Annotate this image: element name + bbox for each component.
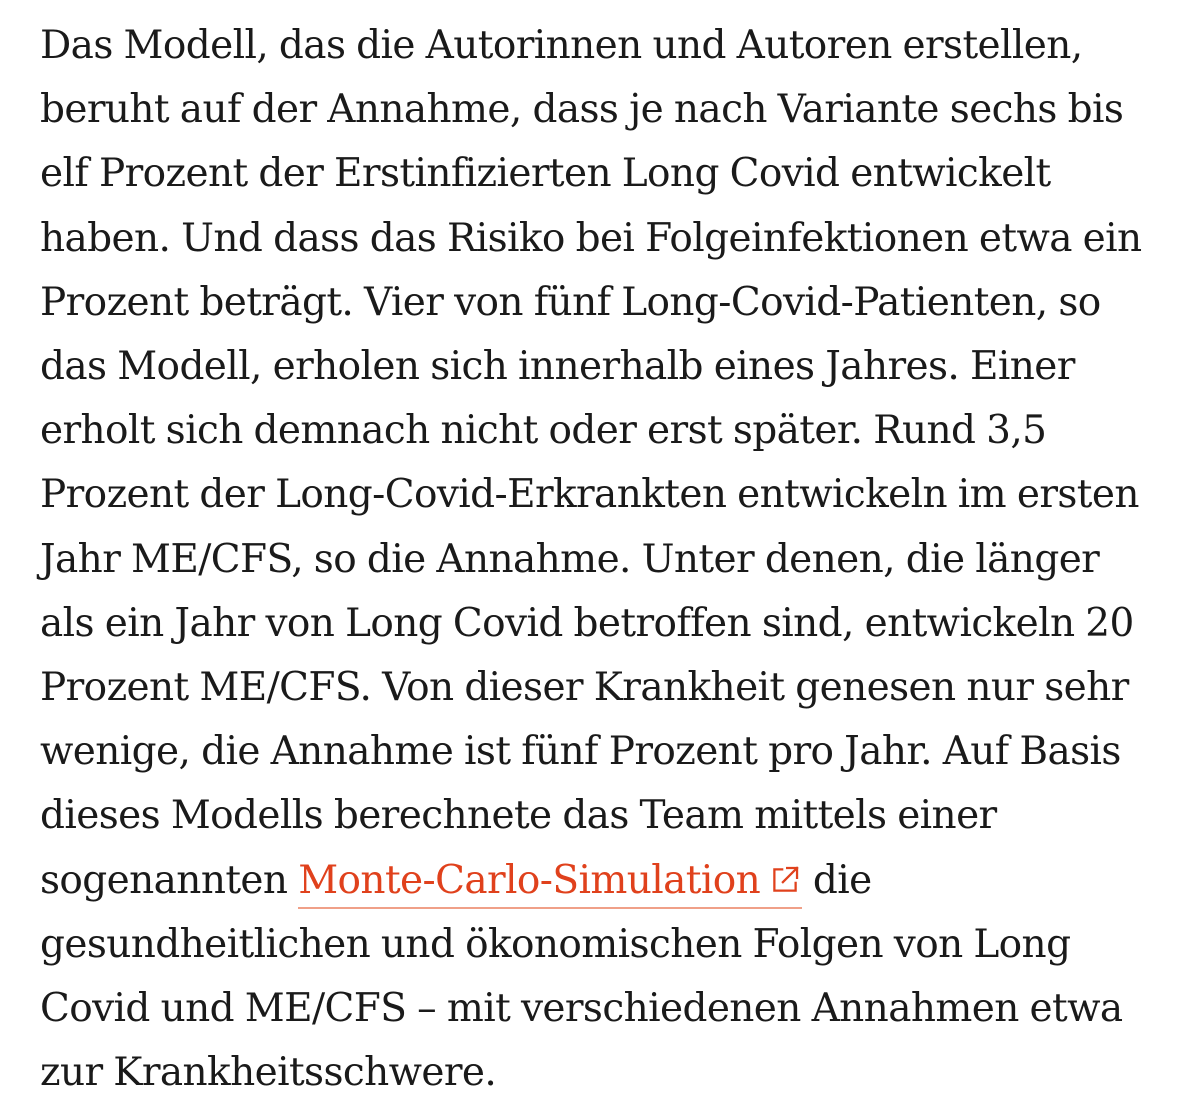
- paragraph-line-6: das Modell, erholen sich innerhalb eines Jahres. Einer: [40, 344, 1075, 390]
- paragraph-line-7: erholt sich demnach nicht oder erst später. Rund 3,5: [40, 408, 1047, 454]
- link-line-prefix: sogenannten: [40, 857, 299, 903]
- monte-carlo-simulation-link[interactable]: [298, 858, 802, 909]
- paragraph-line-5: Prozent beträgt. Vier von fünf Long-Covid-Patienten, so: [40, 279, 1101, 325]
- article-paragraph: [40, 14, 1170, 1105]
- paragraph-line-8: Prozent der Long-Covid-Erkrankten entwickeln im ersten: [40, 472, 1139, 518]
- external-link-icon: [768, 863, 802, 897]
- paragraph-line-10: als ein Jahr von Long Covid betroffen sind, entwickeln 20: [40, 600, 1134, 646]
- paragraph-line-16: Covid und ME/CFS – mit verschiedenen Annahmen etwa: [40, 986, 1123, 1032]
- paragraph-line-14: [40, 849, 1170, 913]
- paragraph-line-2: beruht auf der Annahme, dass je nach Variante sechs bis: [40, 87, 1124, 133]
- paragraph-line-12: wenige, die Annahme ist fünf Prozent pro Jahr. Auf Basis: [40, 729, 1121, 775]
- paragraph-line-13: dieses Modells berechnete das Team mittels einer: [40, 793, 997, 839]
- paragraph-line-1: Das Modell, das die Autorinnen und Autoren erstellen,: [40, 23, 1083, 68]
- paragraph-line-4: haben. Und dass das Risiko bei Folgeinfektionen etwa ein: [40, 215, 1142, 261]
- paragraph-line-15: gesundheitlichen und ökonomischen Folgen von Long: [40, 921, 1071, 967]
- paragraph-line-17: zur Krankheitsschwere.: [40, 1050, 497, 1096]
- paragraph-line-9: Jahr ME/CFS, so die Annahme. Unter denen, die länger: [40, 536, 1100, 582]
- paragraph-line-3: elf Prozent der Erstinfizierten Long Covid entwickelt: [40, 151, 1051, 197]
- paragraph-line-11: Prozent ME/CFS. Von dieser Krankheit genesen nur sehr: [40, 665, 1129, 711]
- monte-carlo-link-label: Monte-Carlo-Simulation: [298, 857, 761, 903]
- link-line-suffix: die: [802, 857, 872, 903]
